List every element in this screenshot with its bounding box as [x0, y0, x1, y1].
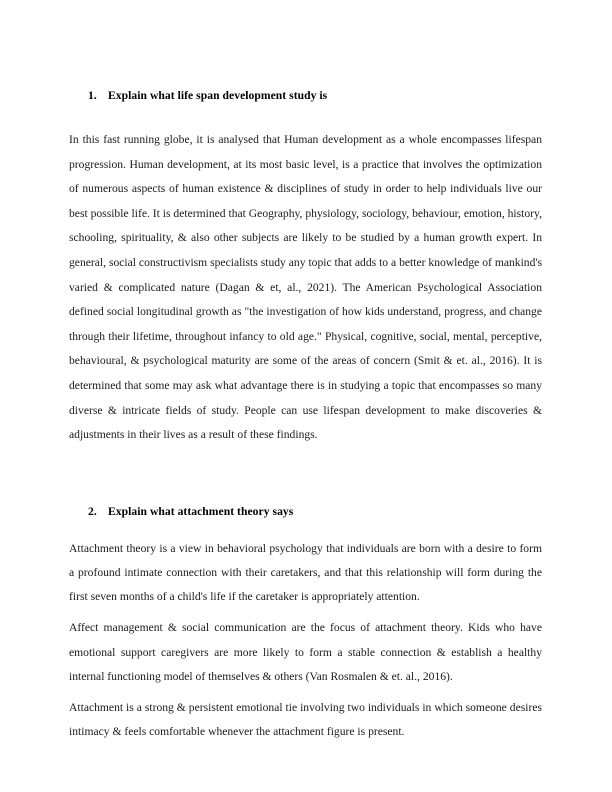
section-1-heading — [69, 88, 542, 104]
section-2 — [69, 504, 542, 745]
section-2-paragraph-1: Attachment theory is a view in behavioral psychology that individuals are born with a desire to form a profound intimate connection with their caretakers, and that this relationship will form during the first seven months of a child's life if the caretaker is appropriately attention. — [69, 541, 542, 604]
section-2-number: 2. — [88, 504, 97, 518]
section-2-heading-text: Explain what attachment theory says — [108, 504, 294, 518]
spacer — [69, 104, 542, 128]
document-body — [69, 88, 542, 744]
spacer — [69, 609, 542, 616]
section-1-paragraph-1: In this fast running globe, it is analysed that Human development as a whole encompasses lifespan progression. Human development, at its most basic level, is a practice that involves the optimization of numerous aspects of human existence & disciplines of study in order to help individuals live our best possible life. It is determined that Geography, physiology, sociology, behaviour, emotion, history, schooling, spirituality, & also other subjects are likely to be studied by a human growth expert. In general, social constructivism specialists study any topic that adds to a better knowledge of mankind's varied & complicated nature (Dagan & et, al., 2021). The American Psychological Association defined social longitudinal growth as "the investigation of how kids understand, progress, and change through their lifetime, throughout infancy to old age." Physical, cognitive, social, mental, perceptive, behavioural, & psychological maturity are some of the areas of concern (Smit & et. al., 2016). It is determined that some may ask what advantage there is in studying a topic that encompasses so many diverse & intricate fields of study. People can use lifespan development to make discoveries & adjustments in their lives as a result of these findings. — [69, 133, 542, 442]
section-2-paragraph-3: Attachment is a strong & persistent emotional tie involving two individuals in which someone desires intimacy & feels comfortable whenever the attachment figure is present. — [69, 700, 542, 739]
section-2-paragraph-2: Affect management & social communication are the focus of attachment theory. Kids who have emotional support caregivers are more likely to form a stable connection & establish a healthy internal functioning model of themselves & others (Van Rosmalen & et. al., 2016). — [69, 621, 542, 683]
section-1-heading-text: Explain what life span development study is — [108, 89, 328, 102]
section-1-number: 1. — [88, 89, 97, 102]
spacer — [69, 448, 542, 504]
section-1 — [69, 88, 542, 448]
spacer — [69, 689, 542, 696]
section-2-heading — [69, 504, 542, 520]
spacer — [69, 520, 542, 537]
